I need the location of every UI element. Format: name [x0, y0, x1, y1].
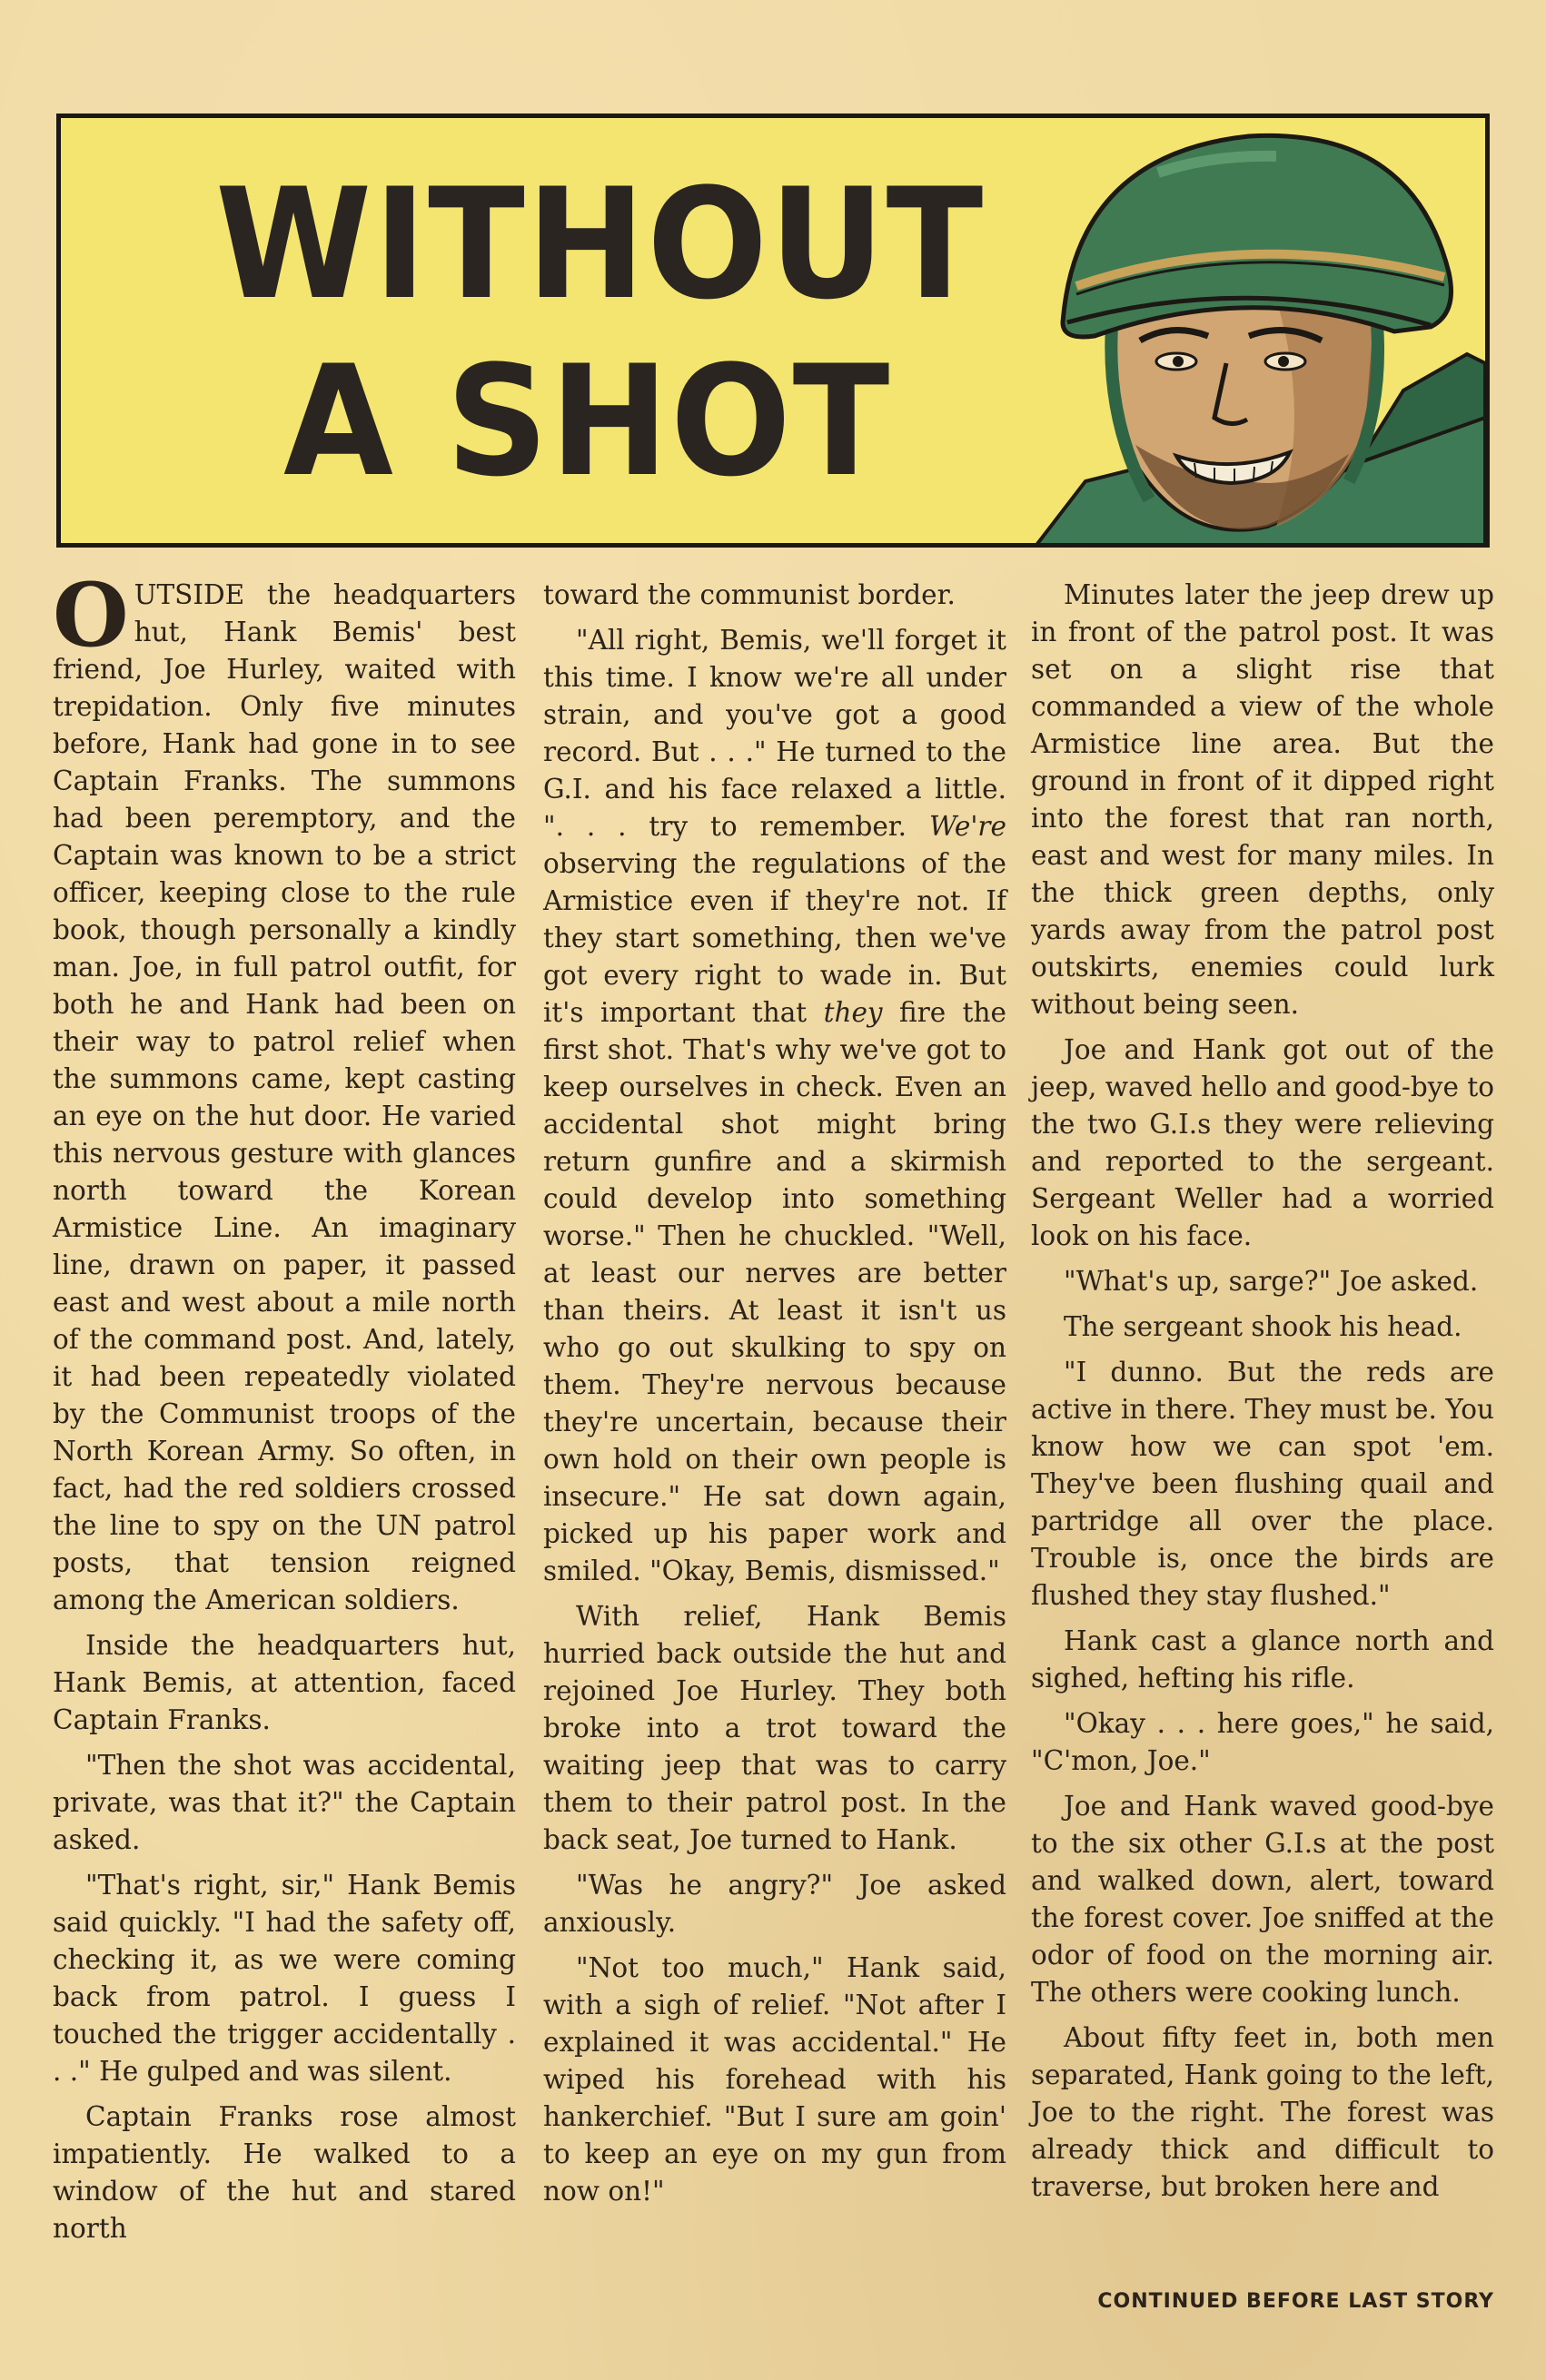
story-paragraph [543, 622, 1006, 1590]
story-paragraph: "Was he angry?" Joe asked anxiously. [543, 1870, 1006, 1938]
story-paragraph: Minutes later the jeep drew up in front of the patrol post. It was set on a slight rise that commanded a view of the whole Armistice line area. But the ground in front of it dipped right into the forest that ran north, east and west for many miles. In the thick green depths, only yards away from the patrol post outskirts, enemies could lurk without being seen. [1031, 579, 1494, 1020]
emphasis-text: they [823, 997, 883, 1028]
story-column-1 [53, 564, 516, 2256]
story-paragraph: Inside the headquarters hut, Hank Bemis, at attention, faced Captain Franks. [53, 1630, 516, 1735]
story-paragraph: "I dunno. But the reds are active in there. They must be. You know how we can spot 'em. They've been flushing quail and partridge all over the place. Trouble is, once the birds are flushed they stay flushed." [1031, 1357, 1494, 1611]
title-panel [56, 114, 1490, 548]
story-title-line-2: A SHOT [283, 332, 892, 510]
story-column-3 [1031, 577, 1494, 2214]
story-paragraph [53, 564, 516, 1619]
drop-cap: O [53, 564, 129, 667]
story-paragraph: Captain Franks rose almost impatiently. He walked to a window of the hut and stared north [53, 2101, 516, 2244]
story-paragraph: About fifty feet in, both men separated, Hank going to the left, Joe to the right. The forest was already thick and difficult to traverse, but broken here and [1031, 2022, 1494, 2202]
continued-notice: CONTINUED BEFORE LAST STORY [1097, 2290, 1494, 2313]
story-paragraph: Hank cast a glance north and sighed, hefting his rifle. [1031, 1625, 1494, 1694]
story-paragraph: "What's up, sarge?" Joe asked. [1064, 1266, 1479, 1297]
emphasis-text: We're [928, 811, 1006, 842]
story-paragraph: Joe and Hank got out of the jeep, waved hello and good-bye to the two G.I.s they were relieving and reported to the sergeant. Sergeant Weller had a worried look on his face. [1031, 1034, 1494, 1251]
story-title-line-1: WITHOUT [215, 155, 986, 333]
story-paragraph: With relief, Hank Bemis hurried back outside the hut and rejoined Joe Hurley. They both broke into a trot toward the waiting jeep that was to carry them to their patrol post. In the back seat, Joe turned to Hank. [543, 1601, 1006, 1855]
story-paragraph: toward the communist border. [543, 579, 956, 610]
paragraph-text: "All right, Bemis, we'll forget it this time. I know we're all under strain, and you've got a good record. But . . ." He turned to the G.I. and his face relaxed a little. ". . . try to remember. [543, 625, 1006, 842]
story-paragraph: "That's right, sir," Hank Bemis said quickly. "I had the safety off, checking it, as we were coming back from patrol. I guess I touched the trigger accidentally . . ." He gulped and was silent. [53, 1870, 516, 2087]
story-paragraph: "Okay . . . here goes," he said, "C'mon, Joe." [1031, 1708, 1494, 1776]
paragraph-text: fire the first shot. That's why we've got to keep ourselves in check. Even an accidental shot might bring return gunfire and a skirmish could develop into something worse." Then he chuckled. "Well, at least our nerves are better than theirs. At least it isn't us who go out skulking to spy on them. They're nervous because they're uncertain, because their own hold on their own people is insecure." He sat down again, picked up his paper work and smiled. "Okay, Bemis, dismissed." [543, 997, 1006, 1586]
story-paragraph: "Not too much," Hank said, with a sigh of relief. "Not after I explained it was accidental." He wiped his forehead with his hankerchief. "But I sure am goin' to keep an eye on my gun from now on!" [543, 1952, 1006, 2207]
soldier-helmet-illustration-icon [976, 118, 1485, 548]
story-paragraph: "Then the shot was accidental, private, was that it?" the Captain asked. [53, 1750, 516, 1855]
paragraph-text: UTSIDE the headquarters hut, Hank Bemis' best friend, Joe Hurley, waited with trepidation. Only five minutes before, Hank had gone in to see Captain Franks. The summons had been peremptory, and the Captain was known to be a strict officer, keeping close to the rule book, though personally a kindly man. Joe, in full patrol outfit, for both he and Hank had been on their way to patrol relief when the summons came, kept casting an eye on the hut door. He varied this nervous gesture with glances north toward the Korean Armistice Line. An imaginary line, drawn on paper, it passed east and west about a mile north of the command post. And, lately, it had been repeatedly violated by the Communist troops of the North Korean Army. So often, in fact, had the red soldiers crossed the line to spy on the UN patrol posts, that tension reigned among the American soldiers. [53, 579, 516, 1615]
paragraph-text: observing the regulations of the Armistice even if they're not. If they start something, then we've got every right to wade in. But it's important that [543, 848, 1006, 1028]
story-paragraph: Joe and Hank waved good-bye to the six other G.I.s at the post and walked down, alert, toward the forest cover. Joe sniffed at the odor of food on the morning air. The others were cooking lunch. [1031, 1791, 1494, 2008]
story-column-2 [543, 577, 1006, 2218]
story-paragraph: The sergeant shook his head. [1064, 1311, 1462, 1342]
